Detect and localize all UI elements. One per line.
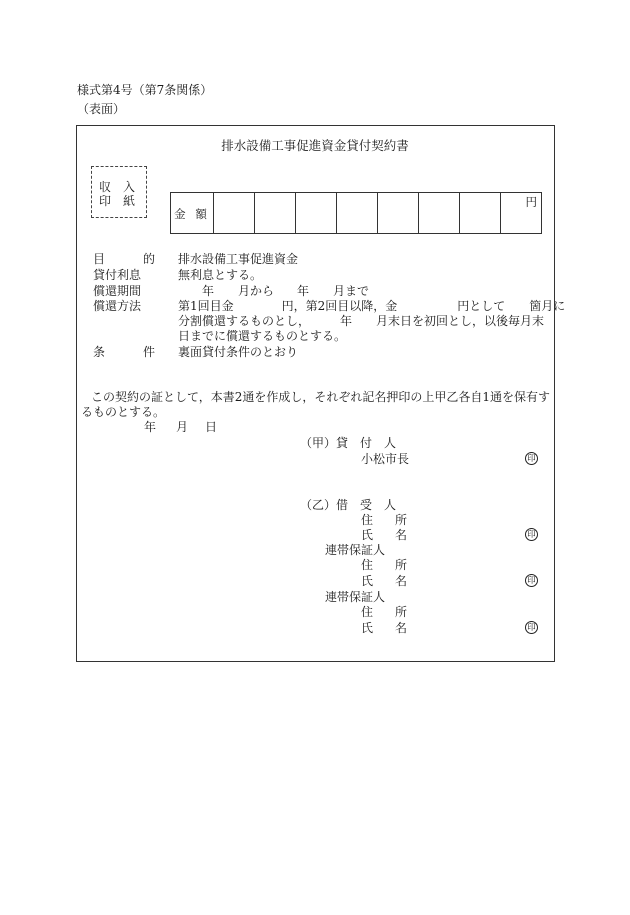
label-char: 所 [394, 605, 407, 619]
conditions-label [93, 345, 155, 359]
purpose-label [93, 252, 155, 266]
amount-unit: 円 [525, 195, 537, 209]
interest-value: 無利息とする。 [178, 268, 263, 282]
purpose-value: 排水設備工事促進資金 [178, 252, 299, 266]
label-char: 住 [361, 605, 374, 619]
amount-digit-cell[interactable] [296, 193, 337, 234]
label-char: 氏 [361, 528, 374, 542]
lender-heading: （甲）貸 付 人 [300, 436, 397, 450]
conditions-label-char: 条 [93, 345, 106, 359]
date-day: 日 [205, 420, 218, 434]
period-month1: 月から [238, 284, 275, 298]
period-label: 償還期間 [93, 284, 142, 298]
label-char: 住 [361, 513, 374, 527]
stamp-char: 収 [99, 180, 112, 194]
period-year2: 年 [297, 284, 310, 298]
revenue-stamp-line1 [99, 180, 135, 194]
amount-digit-cell[interactable] [214, 193, 255, 234]
label-char: 名 [394, 528, 407, 542]
guarantor2-name-label [361, 621, 407, 635]
guarantor1-heading: 連帯保証人 [325, 543, 386, 557]
borrower-name-label [361, 528, 407, 542]
form-number: 様式第4号（第7条関係） [77, 83, 213, 97]
borrower-address-label [361, 513, 407, 527]
side-label: （表面） [77, 102, 126, 116]
amount-label-cell [171, 193, 214, 234]
borrower-heading: （乙）借 受 人 [300, 498, 397, 512]
document-title: 排水設備工事促進資金貸付契約書 [221, 138, 409, 153]
guarantor1-address-label [361, 558, 407, 572]
seal-icon: 印 [525, 452, 538, 465]
stamp-char: 印 [99, 194, 112, 208]
amount-label: 金 額 [174, 207, 210, 221]
amount-digit-cell[interactable] [255, 193, 296, 234]
guarantor2-heading: 連帯保証人 [325, 590, 386, 604]
interest-label: 貸付利息 [93, 268, 142, 282]
amount-digit-cell[interactable] [419, 193, 460, 234]
seal-icon: 印 [525, 621, 538, 634]
method-label: 償還方法 [93, 299, 142, 313]
purpose-label-char: 的 [142, 252, 155, 266]
date-year: 年 [144, 420, 157, 434]
body-text-line2: るものとする。 [81, 405, 166, 419]
date-month: 月 [176, 420, 189, 434]
amount-table [170, 192, 542, 234]
label-char: 名 [394, 574, 407, 588]
amount-unit-cell[interactable] [501, 193, 542, 234]
period-year1: 年 [202, 284, 215, 298]
conditions-label-char: 件 [142, 345, 155, 359]
label-char: 所 [394, 513, 407, 527]
method-line3: 日までに償還するものとする。 [178, 329, 347, 343]
revenue-stamp-line2 [99, 194, 135, 208]
method-line2: 分割償還するものとし， 年 月末日を初回とし，以後毎月末 [178, 314, 545, 328]
amount-digit-cell[interactable] [460, 193, 501, 234]
guarantor2-address-label [361, 605, 407, 619]
conditions-value: 裏面貸付条件のとおり [178, 345, 299, 359]
stamp-char: 入 [122, 180, 135, 194]
label-char: 所 [394, 558, 407, 572]
amount-digit-cell[interactable] [337, 193, 378, 234]
body-text-line1: この契約の証として，本書2通を作成し，それぞれ記名押印の上甲乙各自1通を保有す [91, 390, 551, 404]
seal-icon: 印 [525, 574, 538, 587]
period-month2: 月まで [333, 284, 370, 298]
purpose-label-char: 目 [93, 252, 106, 266]
label-char: 氏 [361, 621, 374, 635]
stamp-char: 紙 [122, 194, 135, 208]
amount-digit-cell[interactable] [378, 193, 419, 234]
label-char: 住 [361, 558, 374, 572]
label-char: 名 [394, 621, 407, 635]
method-line1: 第1回目金 円，第2回目以降，金 円として 箇月に [178, 299, 566, 313]
label-char: 氏 [361, 574, 374, 588]
seal-icon: 印 [525, 528, 538, 541]
lender-name: 小松市長 [361, 452, 410, 466]
guarantor1-name-label [361, 574, 407, 588]
